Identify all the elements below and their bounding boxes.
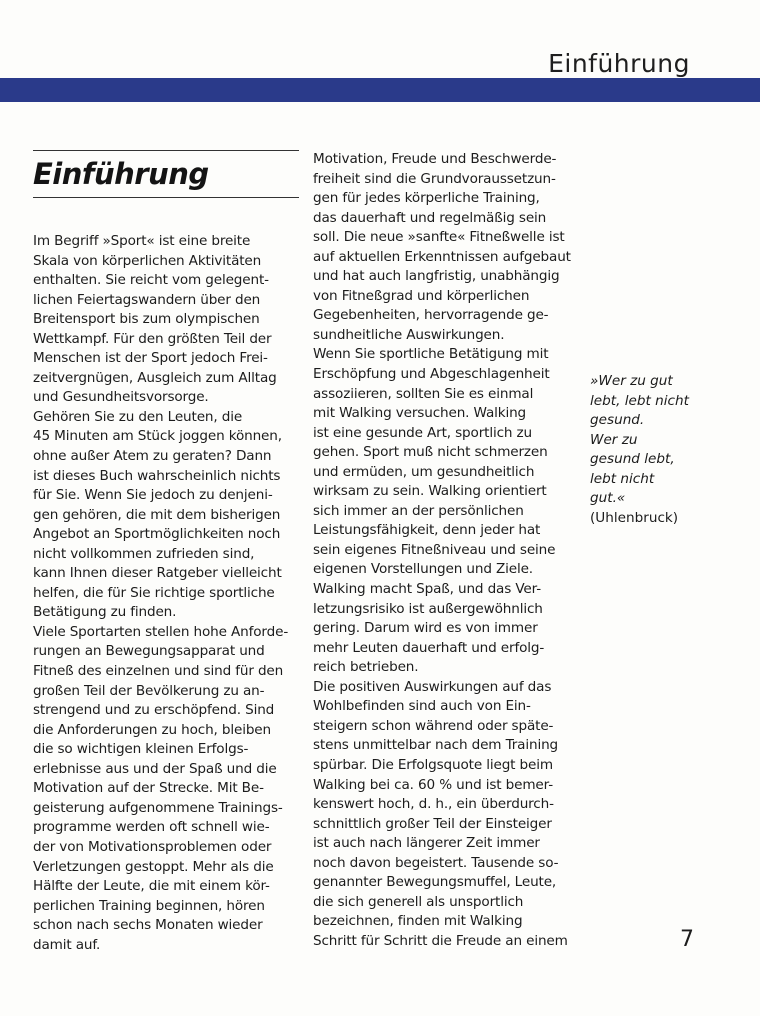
body-text-line: Hälfte der Leute, die mit einem kör- [33,878,270,895]
body-text-line: sein eigenes Fitneßniveau und seine [313,541,556,558]
body-text-line: Skala von körperlichen Aktivitäten [33,252,262,269]
body-text-line: Erschöpfung und Abgeschlagenheit [313,366,550,383]
body-text-line: Breitensport bis zum olympischen [33,311,260,328]
body-text-line: noch davon begeistert. Tausende so- [313,854,559,871]
body-text-line: genannter Bewegungsmuffel, Leute, [313,874,557,891]
body-text-line: Leistungsfähigkeit, denn jeder hat [313,522,541,539]
body-text-line: die Anforderungen zu hoch, bleiben [33,721,271,738]
body-text-line: Im Begriff »Sport« ist eine breite [33,233,251,249]
body-text-line: Wohlbefinden sind auch von Ein- [313,698,531,715]
running-header-title: Einführung [548,49,690,78]
body-text-line: assoziieren, sollten Sie es einmal [313,385,534,402]
body-text-line: der von Motivationsproblemen oder [33,838,272,855]
body-text-line: Angebot an Sportmöglichkeiten noch [33,526,281,543]
heading-bottom-rule [33,197,299,198]
body-text-line: Gehören Sie zu den Leuten, die [33,408,243,425]
body-text-line: Gegebenheiten, hervorragende ge- [313,307,549,324]
body-text-line: Menschen ist der Sport jedoch Frei- [33,350,268,367]
quote-line: gut.« [590,490,626,507]
body-text-line: von Fitneßgrad und körperlichen [313,287,530,304]
body-text-line: wirksam zu sein. Walking orientiert [313,483,547,500]
body-text-line: für Sie. Wenn Sie jedoch zu denjeni- [33,487,273,504]
quote-line: »Wer zu gut [590,373,673,389]
body-text-line: ohne außer Atem zu geraten? Dann [33,448,272,465]
body-text-line: nicht vollkommen zufrieden sind, [33,545,255,562]
quote-line: gesund lebt, [590,451,675,468]
body-text-line: die sich generell als unsportlich [313,893,524,910]
body-text-line: Wettkampf. Für den größten Teil der [33,330,272,347]
quote-attribution: (Uhlenbruck) [590,509,679,526]
body-text-line: stens unmittelbar nach dem Training [313,737,559,754]
body-text-line: sundheitliche Auswirkungen. [313,326,505,343]
body-text-line: Motivation auf der Strecke. Mit Be- [33,780,264,797]
body-text-line: ist auch nach längerer Zeit immer [313,835,540,852]
body-text-line: Walking bei ca. 60 % und ist bemer- [313,776,553,793]
body-text-line: und hat auch langfristig, unabhängig [313,268,560,285]
body-text-line: geisterung aufgenommene Trainings- [33,799,283,816]
quote-line: lebt, lebt nicht [590,392,689,409]
body-text-line: strengend und zu erschöpfend. Sind [33,702,275,719]
body-text-line: Die positiven Auswirkungen auf das [313,678,552,695]
body-text-line: schon nach sechs Monaten wieder [33,917,263,934]
body-text-line: reich betrieben. [313,659,419,676]
body-text-line: mehr Leuten dauerhaft und erfolg- [313,639,545,656]
body-text-line: gering. Darum wird es von immer [313,620,538,637]
body-text-line: gen für jedes körperliche Training, [313,190,540,207]
body-text-line: rungen an Bewegungsapparat und [33,643,265,660]
body-text-line: Motivation, Freude und Beschwerde- [313,151,557,167]
margin-quote [590,372,689,528]
body-text-line: schnittlich großer Teil der Einsteiger [313,815,552,832]
text-column-middle [313,150,571,951]
body-text-line: programme werden oft schnell wie- [33,819,270,836]
body-text-line: perlichen Training beginnen, hören [33,897,265,914]
body-text-line: steigern schon während oder späte- [313,717,554,734]
body-text-line: Verletzungen gestoppt. Mehr als die [33,858,274,875]
body-text-line: und Gesundheitsvorsorge. [33,389,209,406]
body-text-line: freiheit sind die Grundvoraussetzun- [313,170,556,187]
section-heading: Einführung [33,157,209,191]
body-text-line: und ermüden, um gesundheitlich [313,463,535,480]
text-column-left [33,232,288,955]
body-text-line: erlebnisse aus und der Spaß und die [33,760,277,777]
body-text-line: Viele Sportarten stellen hohe Anforde- [33,623,289,640]
body-text-line: soll. Die neue »sanfte« Fitneßwelle ist [313,229,565,246]
body-text-line: ist dieses Buch wahrscheinlich nichts [33,467,281,484]
body-text-line: Wenn Sie sportliche Betätigung mit [313,346,549,363]
body-text-line: kenswert hoch, d. h., ein überdurch- [313,796,554,813]
body-text-line: Walking macht Spaß, und das Ver- [313,581,541,598]
body-text-line: gehen. Sport muß nicht schmerzen [313,444,548,461]
body-text-line: mit Walking versuchen. Walking [313,405,527,422]
body-text-line: auf aktuellen Erkenntnissen aufgebaut [313,248,571,265]
quote-line: lebt nicht [590,470,655,487]
quote-line: Wer zu [590,431,638,448]
body-text-line: bezeichnen, finden mit Walking [313,913,523,930]
quote-line: gesund. [590,412,645,429]
body-text-line: spürbar. Die Erfolgsquote liegt beim [313,756,553,773]
header-color-bar [0,78,760,102]
body-text-line: helfen, die für Sie richtige sportliche [33,584,275,601]
body-text-line: ist eine gesunde Art, sportlich zu [313,424,532,441]
body-text-line: lichen Feiertagswandern über den [33,291,261,308]
body-text-line: zeitvergnügen, Ausgleich zum Alltag [33,369,277,386]
page-number: 7 [680,927,694,952]
body-text-line: eigenen Vorstellungen und Ziele. [313,561,533,578]
body-text-line: damit auf. [33,936,101,953]
body-text-line: Betätigung zu finden. [33,604,177,621]
body-text-line: letzungsrisiko ist außergewöhnlich [313,600,543,617]
body-text-line: die so wichtigen kleinen Erfolgs- [33,741,249,758]
body-text-line: enthalten. Sie reicht vom gelegent- [33,272,269,289]
body-text-line: großen Teil der Bevölkerung zu an- [33,682,265,699]
body-text-line: gen gehören, die mit dem bisherigen [33,506,281,523]
body-text-line: kann Ihnen dieser Ratgeber vielleicht [33,565,282,582]
body-text-line: Fitneß des einzelnen und sind für den [33,663,284,680]
body-text-line: sich immer an der persönlichen [313,502,524,519]
heading-top-rule [33,150,299,151]
body-text-line: Schritt für Schritt die Freude an einem [313,932,568,949]
body-text-line: 45 Minuten am Stück joggen können, [33,428,282,445]
body-text-line: das dauerhaft und regelmäßig sein [313,209,547,226]
